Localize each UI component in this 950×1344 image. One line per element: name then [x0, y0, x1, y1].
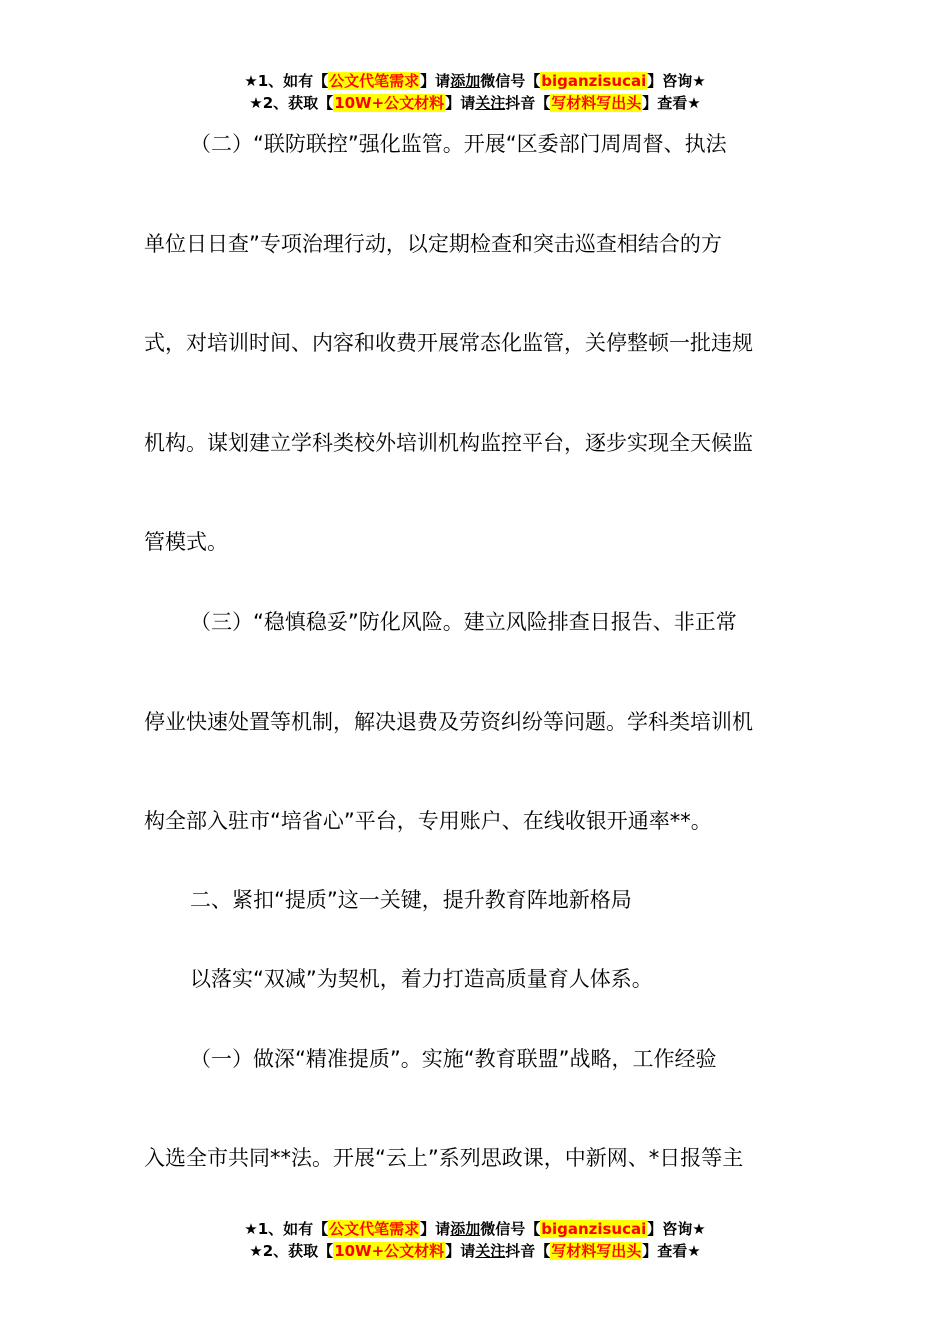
- paragraph-line: 管模式。: [144, 530, 228, 554]
- section-heading: 二、紧扣“提质”这一关键，提升教育阵地新格局: [190, 888, 632, 912]
- highlight-ghostwriting: 公文代笔需求: [329, 72, 420, 90]
- paragraph-line: 单位日日查”专项治理行动，以定期检查和突击巡查相结合的方: [144, 232, 722, 256]
- paragraph-line: 以落实“双减”为契机，着力打造高质量育人体系。: [190, 967, 653, 991]
- paragraph-line: 停业快速处置等机制，解决退费及劳资纠纷等问题。学科类培训机: [144, 710, 753, 734]
- paragraph-line: 入选全市共同**法。开展“云上”系列思政课，中新网、*日报等主: [144, 1146, 744, 1170]
- paragraph-line: 式，对培训时间、内容和收费开展常态化监管，关停整顿一批违规: [144, 331, 753, 355]
- paragraph-line: （三）“稳慎稳妥”防化风险。建立风险排查日报告、非正常: [190, 610, 737, 634]
- highlight-douyin-account: 写材料写出头: [551, 1242, 642, 1260]
- highlight-materials: 10W+公文材料: [334, 1242, 445, 1260]
- paragraph-line: （二）“联防联控”强化监管。开展“区委部门周周督、执法: [190, 132, 727, 156]
- highlight-wechat-id: biganzisucai: [541, 1220, 647, 1238]
- paragraph-line: 机构。谋划建立学科类校外培训机构监控平台，逐步实现全天候监: [144, 431, 753, 455]
- banner-line-1: ★1、如有【公文代笔需求】请添加微信号【biganzisucai】咨询★: [244, 72, 706, 90]
- banner-line-1: ★1、如有【公文代笔需求】请添加微信号【biganzisucai】咨询★: [244, 1220, 706, 1238]
- highlight-ghostwriting: 公文代笔需求: [329, 1220, 420, 1238]
- header-banner: [0, 70, 950, 114]
- highlight-douyin-account: 写材料写出头: [551, 94, 642, 112]
- footer-banner: [0, 1218, 950, 1262]
- banner-line-2: ★2、获取【10W+公文材料】请关注抖音【写材料写出头】查看★: [249, 94, 701, 112]
- paragraph-line: （一）做深“精准提质”。实施“教育联盟”战略，工作经验: [190, 1047, 717, 1071]
- highlight-materials: 10W+公文材料: [334, 94, 445, 112]
- banner-line-2: ★2、获取【10W+公文材料】请关注抖音【写材料写出头】查看★: [249, 1242, 701, 1260]
- paragraph-line: 构全部入驻市“培省心”平台，专用账户、在线收银开通率**。: [144, 809, 712, 833]
- highlight-wechat-id: biganzisucai: [541, 72, 647, 90]
